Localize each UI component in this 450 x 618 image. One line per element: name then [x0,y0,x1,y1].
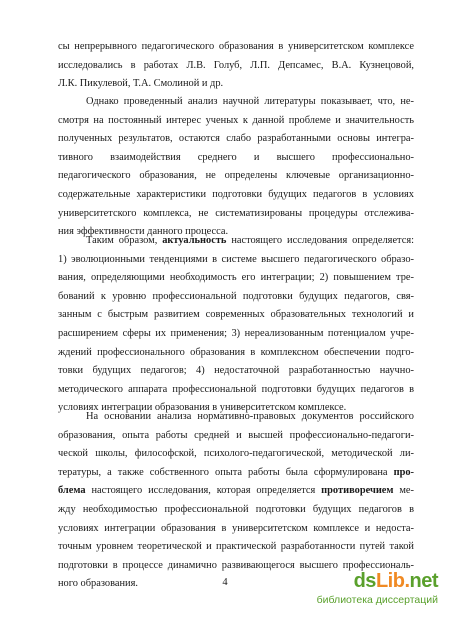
text-run: Таким образом, [86,235,163,246]
dslib-watermark [314,570,438,612]
logo-part-ds: ds [353,570,376,592]
paragraph-4 [58,408,414,594]
text-line: образования, опыта работы средней и высшей профессионально-педагоги- [58,429,414,441]
text-line [58,232,414,251]
text-line: жду необходимостью профессиональной подготовки будущих педагогов в [58,503,414,515]
text-line: исследовались в работах Л.В. Голуб, Л.П. Депсамес, В.А. Кузнецовой, [58,59,414,71]
watermark-caption: библиотека диссертаций [316,594,438,606]
text-line: условиях интеграции образования в университетском комплексе и недоста- [58,522,414,534]
text-line: Л.К. Пикулевой, Т.А. Смолиной и др. [58,78,224,90]
text-run: настоящего исследования, которая определяется [85,485,322,497]
text-line: ческой школы, философской, психолого-педагогической, методической ли- [58,448,414,460]
text-line: полученных результатов, остаются слабо разработанными основы интегра- [58,133,414,145]
text-line: методического аппарата профессиональной подготовки будущих педагогов в [58,383,414,395]
text-line: вания, определяющими необходимость его интеграции; 2) повышением тре- [58,272,414,284]
text-line: 1) эволюционными тенденциями в системе высшего педагогического образо- [58,253,414,265]
text-line: ного образования. [58,578,138,590]
text-line: Однако проведенный анализ научной литературы показывает, что, не- [86,96,414,107]
text-line: смотря на постоянный интерес ученых к данной проблеме и значительность [58,114,414,126]
page-number: 4 [222,577,228,588]
text-line [58,482,414,501]
text-run: ме- [393,485,414,497]
text-line: ждений профессионального образования в комплексном обеспечении подго- [58,346,414,358]
paragraph-1 [58,38,414,94]
text-line: подготовки в процессе динамично развивающегося высшего профессиональ- [58,559,414,571]
paragraph-2 [58,93,414,242]
text-line: На основании анализа нормативно-правовых документов российского [86,411,414,422]
term-problem-part1: про- [393,466,414,478]
logo-part-net: net [409,570,438,592]
text-line: условиях интеграции образования в университетском комплексе. [58,402,347,414]
text-line: педагогического образования, не определены ключевые организационно- [58,170,414,182]
term-relevance: актуальность [162,235,227,246]
term-contradiction: противоречием [321,485,394,497]
logo-part-dot: . [404,570,410,592]
text-line: товки будущих педагогов; 4) недостаточной разработанностью научно- [58,365,414,377]
text-line: точным уровнем теоретической и практической разработанности путей такой [58,541,414,553]
text-line: бований к уровню профессиональной подготовки будущих педагогов, свя- [58,290,414,302]
text-run: тературы, а также собственного опыта работы была сформулирована [58,466,394,478]
text-line: содержательные характеристики подготовки будущих педагогов в условиях [58,188,414,200]
text-line [58,464,414,483]
text-line: университетского комплекса, не систематизированы процедуры отслежива- [58,207,414,219]
text-line: занным с быстрым развитием современных образовательных технологий и [58,309,414,321]
text-line: расширением сферы их применения; 3) нереализованным потенциалом учре- [58,327,414,339]
text-run: настоящего исследования определяется: [226,235,414,246]
paragraph-3 [58,232,414,418]
dslib-logo [354,570,438,593]
text-line: тивного взаимодействия среднего и высшего профессионально- [58,151,414,163]
logo-part-lib: Lib [375,570,405,592]
term-problem-part2: блема [58,485,86,497]
text-line: ния эффективности данного процесса. [58,226,229,238]
text-line: сы непрерывного педагогического образования в университетском комплексе [58,41,414,52]
